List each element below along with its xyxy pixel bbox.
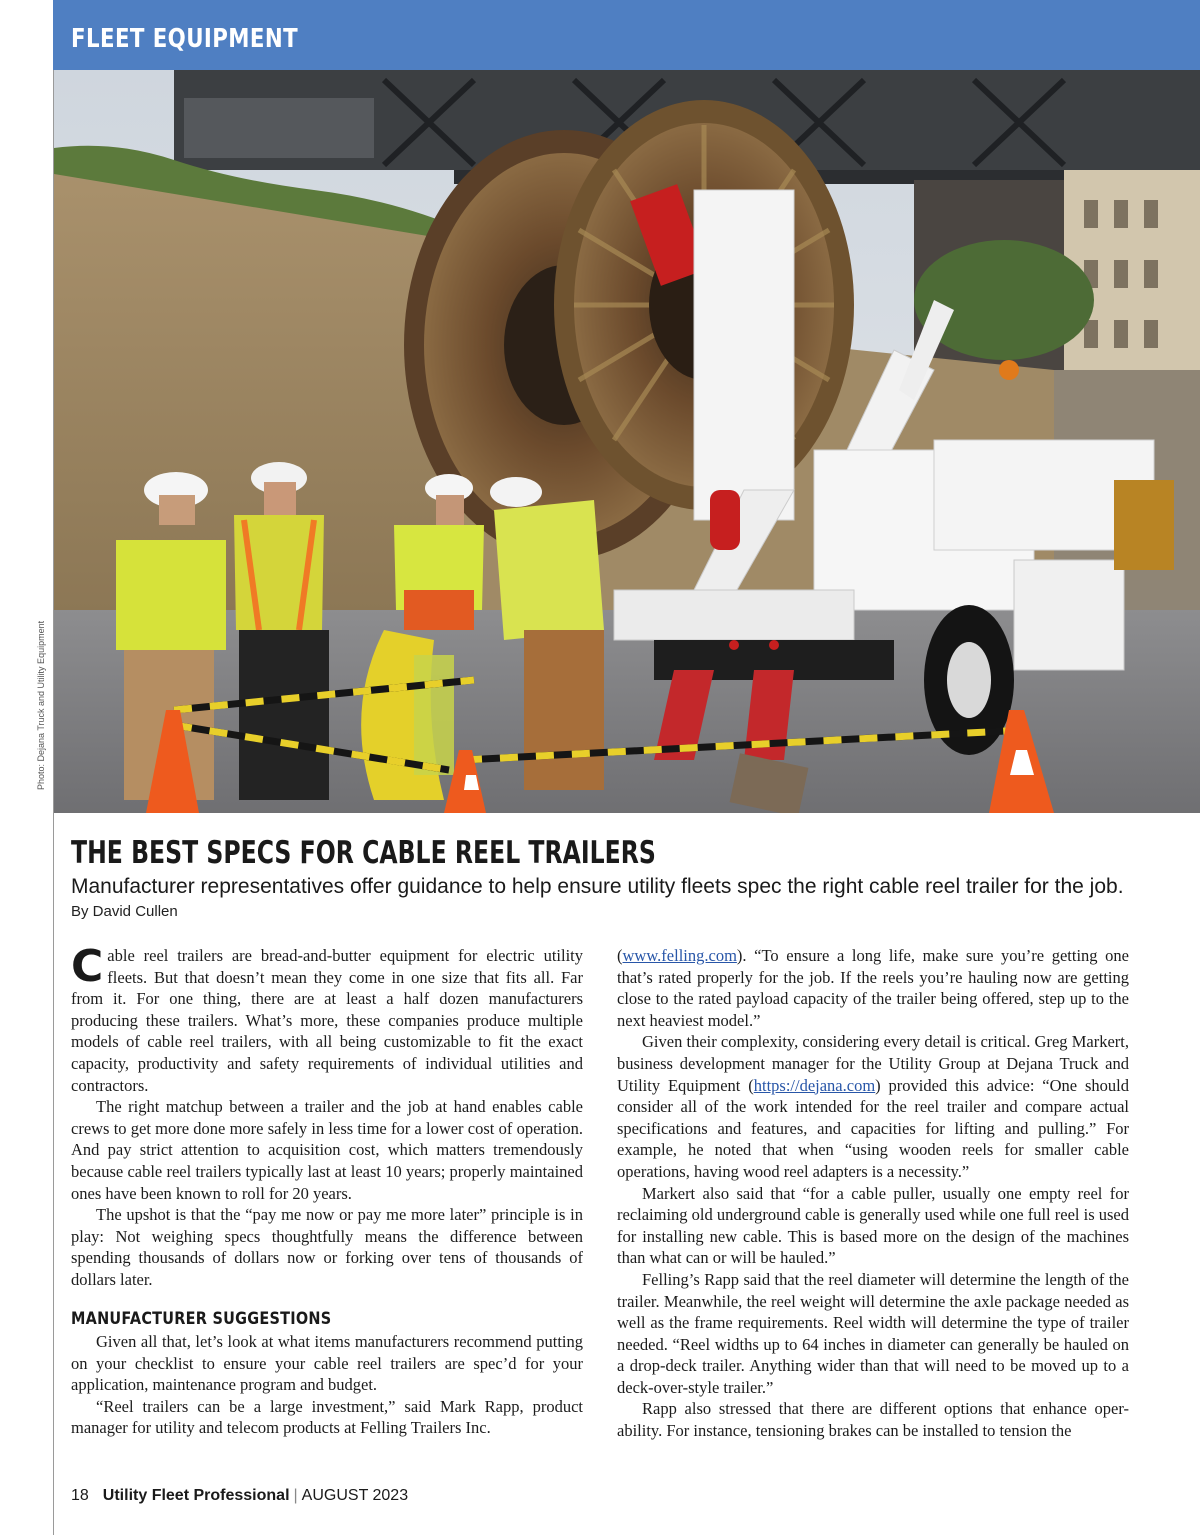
publication-name: Utility Fleet Professional <box>102 1487 290 1504</box>
paragraph-3: The upshot is that the “pay me now or pay me more later” principle is in play: Not weighing specs thoughtfully means the difference between spending thousands of dollars now or forking over tens of thousands of dollars later. <box>71 1205 583 1289</box>
paragraph-6-open: ( <box>617 946 623 965</box>
paragraph-1-text: able reel trailers are bread-and-butter equipment for electric utility fleets. But that doesn’t mean they come in one size that fits all. Far from it. For one thing, there are at least a half dozen manufacturers producing these trailers. What’s more, these companies produce multiple models of cable reel trailers, with all being customizable to fit the exact capacity, productivity and safety requirements of individual utilities and contractors. <box>71 946 583 1095</box>
paragraph-7 <box>617 1031 1129 1182</box>
article-deck: Manufacturer representatives offer guidance to help ensure utility fleets spec the right cable reel trailer for the job. <box>71 875 1124 898</box>
hero-photo <box>54 70 1200 813</box>
paragraph-5: “Reel trailers can be a large investment,” said Mark Rapp, product manager for utility and telecom products at Felling Trailers Inc. <box>71 1396 583 1438</box>
paragraph-10: Rapp also stressed that there are different options that enhance oper-ability. For instance, tensioning brakes can be installed to tension the <box>617 1399 1129 1441</box>
issue-date: AUGUST 2023 <box>301 1487 409 1504</box>
paragraph-2: The right matchup between a trailer and the job at hand enables cable crews to get more done more safely in less time for a lower cost of operation. And pay strict attention to acquisition cost, which matters tremendously because cable reel trailers typically last at least 10 years; properly maintained ones have been known to roll for 20 years. <box>71 1097 583 1203</box>
footer-separator: | <box>293 1487 298 1504</box>
dejana-link[interactable]: https://dejana.com <box>753 1075 876 1095</box>
article-column-left <box>71 941 583 1439</box>
photo-credit: Photo: Dejana Truck and Utility Equipment <box>36 620 46 790</box>
trees <box>914 240 1094 360</box>
paragraph-7-text: ) provided this advice: “One should consider all of the work intended for the reel trailer and compare actual specifications and features, and capacities for lifting and pulling.” For example, he noted that when “using wooden reels for smaller cable operations, having wood reel adapters is a necessity.” <box>617 1075 1129 1181</box>
paragraph-1 <box>71 941 583 1096</box>
paragraph-4: Given all that, let’s look at what items manufacturers recommend putting on your checklist to ensure your cable reel trailers are spec’d for your application, maintenance program and budget. <box>71 1332 583 1395</box>
paragraph-7-start: Given their complexity, considering every detail is critical. Greg Markert, business development manager for the Utility Group at Dejana Truck and Utility Equipment ( <box>617 1032 1129 1095</box>
page-footer <box>71 1487 408 1505</box>
felling-link[interactable]: www.felling.com <box>622 946 737 965</box>
drop-cap: C <box>71 941 104 992</box>
section-banner <box>53 0 1200 70</box>
article-column-right <box>617 945 1129 1442</box>
article-byline: By David Cullen <box>71 903 178 920</box>
page-number: 18 <box>71 1487 89 1504</box>
paragraph-9: Felling’s Rapp said that the reel diameter will determine the length of the trailer. Meanwhile, the reel weight will determine the axle package needed as well as the frame requirements. Reel width will determine the type of trailer needed. “Reel widths up to 64 inches in diameter can generally be hauled on a drop-deck trailer. Anything wider than that will need to be moved up to a deck-over-style trailer.” <box>617 1269 1129 1397</box>
section-label: FLEET EQUIPMENT <box>71 24 299 54</box>
paragraph-6-text: ). “To ensure a long life, make sure you’re getting one that’s rated properly for the job. If the reels you’re hauling now are getting close to the rated payload capacity of the trailer being offered, step up to the next heaviest model.” <box>617 946 1129 1030</box>
paragraph-6 <box>617 945 1129 1031</box>
paragraph-8: Markert also said that “for a cable puller, usually one empty reel for reclaiming old underground cable is generally used while one full reel is used for installing new cable. This is based more on the design of the machines than what can or will be hauled.” <box>617 1183 1129 1268</box>
section-subhead: MANUFACTURER SUGGESTIONS <box>71 1308 332 1329</box>
article-headline: THE BEST SPECS FOR CABLE REEL TRAILERS <box>71 835 656 871</box>
